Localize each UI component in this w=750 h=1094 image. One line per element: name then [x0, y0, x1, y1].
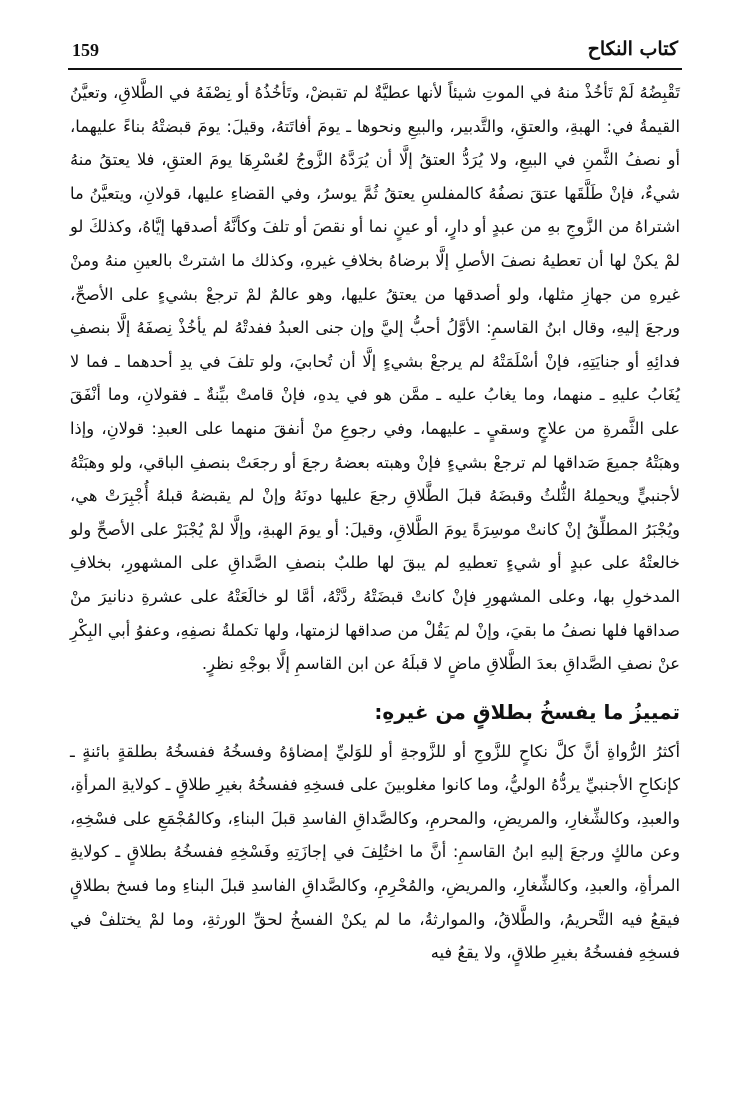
- header-rule: [68, 68, 682, 70]
- running-title: كتاب النكاح: [587, 38, 678, 60]
- section-heading: تمييزُ ما يفسخُ بطلاقٍ من غيرهِ:: [374, 699, 680, 724]
- page-header: [72, 38, 678, 66]
- page-body: [70, 76, 680, 970]
- page-number: 159: [72, 40, 99, 60]
- paragraph-2: أكثرُ الرُّواةِ أنَّ كلَّ نكاحٍ للزَّوجِ أو للزَّوجةِ أو للوَليِّ إمضاؤهُ وفسخُهُ ففسخُهُ بطلقةٍ بائنةٍ ـ كإنكاحِ الأجنبيِّ يردُّهُ الوليُّ، وما كانوا مغلوبينَ على فسخِهِ ففسخُهُ بغيرِ طلاقٍ ـ كولايةِ المرأةِ، والعبدِ، وكالشِّغارِ، والمريضِ، والمحرمِ، وكالصَّداقِ الفاسدِ قبلَ البناءِ، وكالمُجْمَعِ على فسْخِهِ، وعن مالكٍ ورجعَ إليهِ ابنُ القاسمِ: أنَّ ما اختُلِفَ في إجازَتِهِ وفَسْخِهِ ففسخُهُ بطلاقٍ ـ كولايةِ المرأةِ، والعبدِ، وكالشِّغارِ، والمريضِ، والمُحْرِمِ، وكالصَّداقِ الفاسدِ قبلَ البناءِ وما فسخ بطلاقٍ فيقعُ فيه التَّحريمُ، والطَّلاقُ، والموارثةُ، ما لم يكنْ الفسخُ لحقِّ الورثةِ، وما لمْ يختلفْ في فسخِهِ ففسخُهُ بغيرِ طلاقٍ، ولا يقعُ فيه: [70, 741, 680, 963]
- paragraph-1: تَقْبِضُهُ لَمْ تَأخُذْ منهُ في الموتِ شيئاً لأنها عطيَّةٌ لم تقبضْ، وتَأخُذُهُ أو نِصْفَهُ في الطَّلاقِ، وتعيَّنُ القيمةُ في: الهبةِ، والعتقِ، والتَّدبير، والبيعِ ونحوها ـ يومَ أفاتَتهُ، وقيلَ: يومَ قبضتْهُ بناءً عليهما، أو نصفُ الثَّمنِ في البيعِ، ولا يُرَدُّ العتقُ إلَّا أن يُرَدَّهُ الزَّوجُ لعُسْرِهَا يومَ العتقِ، فلا يعتقُ منهُ شيءٌ، فإنْ طَلَّقَها عتقَ نصفُهُ كالمفلسِ يعتقُ ثُمَّ يوسرُ، وفي القضاءِ عليها، قولانِ، ويتعيَّنُ ما اشتراهُ من الزَّوجِ بهِ من عبدٍ أو دارٍ، أو عينٍ نما أو نقصَ أو تلفَ وكأنَّهُ أصدقها إيَّاهُ، وكذلكَ لو لمْ يكنْ لها أن تعطيهُ نصفَ الأصلِ إلَّا برضاهُ بخلافِ غيرهِ، وكذلك ما اشترتْ بالعينِ منهُ ومنْ غيرهِ من جهازِ مثلها، ولو أصدقها من يعتقُ عليها، وهو عالمٌ لمْ ترجعْ بشيءٍ على الأصحِّ، ورجعَ إليهِ، وقال ابنُ القاسمِ: الأوَّلُ أحبُّ إليَّ وإن جنى العبدُ ففدتْهُ لم يأخُذْ نِصفَهُ إلَّا بنصفِ فدائِهِ أو جنايَتِهِ، فإنْ أسْلَمَتْهُ لم يرجعْ بشيءٍ إلَّا أن تُحابيَ، ولو تلفَ في يدِ أحدهما ـ فما لا يُغَابُ عليهِ ـ منهما، وما يغابُ عليه ـ ممَّن هو في يدهِ، فإنْ قامتْ بيِّنةٌ ـ فقولانِ، وما أنْفَقَ على الثَّمرةِ من علاجٍ وسقيٍ ـ عليهما، وفي رجوعِ منْ أنفقَ منهما على العبدِ: قولانِ، وإذا وهبَتْهُ جميعَ صَداقها لم ترجعْ بشيءٍ فإنْ وهبته بعضهُ رجعَ أو رجعَتْ بنصفِ الباقي، ولو وهبَتْهُ لأجنبيٍّ ويحمِلهُ الثُّلثُ وقبضَهُ قبلَ الطَّلاقِ رجعَ عليها دونَهُ وإنْ لم يقبضهُ قبلهُ أُجْبِرَتْ هي، ويُجْبَرُ المطلِّقُ إنْ كانتْ موسِرَةً يومَ الطَّلاقِ، وقيلَ: أو يومَ الهبةِ، وإلَّا لمْ يُجْبَرْ على الأصحِّ ولو خالعتْهُ على عبدٍ أو شيءٍ تعطيهِ لم يبقَ لها طلبٌ بنصفِ الصَّداقِ على المشهورِ، بخلافِ المدخولِ بها، وعلى المشهورِ فإنْ كانتْ قبضَتْهُ ردَّتْهُ، أمَّا لو خالَعَتْهُ على عشرةِ دنانيرَ منْ صداقها فلها نصفُ ما بقيَ، وإنْ لم يَقُلْ من صداقها لزمتها، ولها تكملةُ نصفِهِ، وعفوُ أبي البِكْرِ عنْ نصفِ الصَّداقِ بعدَ الطَّلاقِ ماضٍ لا قبلَهُ عن ابن القاسمِ إلَّا بوجْهِ نظرٍ.: [70, 83, 680, 674]
